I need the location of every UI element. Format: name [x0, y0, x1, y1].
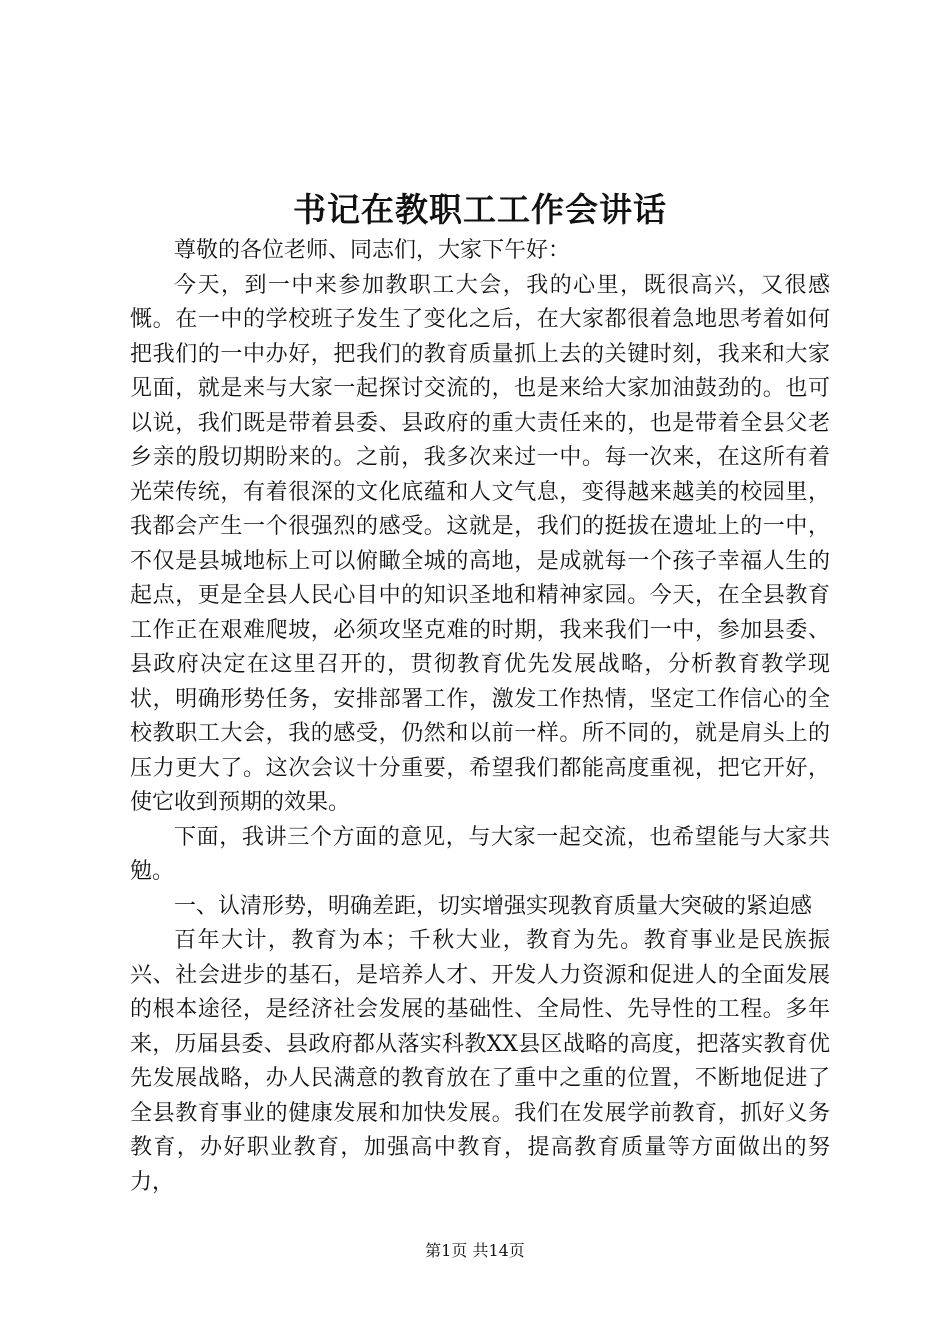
paragraph-greeting: 尊敬的各位老师、同志们，大家下午好： [174, 238, 571, 263]
paragraph-outline: 下面，我讲三个方面的意见，与大家一起交流，也希望能与大家共勉。 [130, 824, 830, 884]
document-title: 书记在教职工工作会讲话 [293, 190, 667, 229]
section-heading-1: 一、认清形势，明确差距，切实增强实现教育质量大突破的紧迫感 [174, 893, 813, 919]
paragraph-opening: 今天，到一中来参加教职工大会，我的心里，既很高兴，又很感慨。在一中的学校班子发生了变化之后，在大家都很着急地思考着如何把我们的一中办好，把我们的教育质量抓上去的关键时刻，我来和大家见面，就是来与大家一起探讨交流的，也是来给大家加油鼓劲的。也可以说，我们既是带着县委、县政府的重大责任来的，也是带着全县父老乡亲的殷切期盼来的。之前，我多次来过一中。每一次来，在这所有着光荣传统，有着很深的文化底蕴和人文气息，变得越来越美的校园里，我都会产生一个很强烈的感受。这就是，我们的挺拔在遗址上的一中，不仅是县城地标上可以俯瞰全城的高地，是成就每一个孩子幸福人生的起点，更是全县人民心目中的知识圣地和精神家园。今天，在全县教育工作正在艰难爬坡，必须攻坚克难的时期，我来我们一中，参加县委、县政府决定在这里召开的，贯彻教育优先发展战略，分析教育教学现状，明确形势任务，安排部署工作，激发工作热情，坚定工作信心的全校教职工大会，我的感受，仍然和以前一样。所不同的，就是肩头上的压力更大了。这次会议十分重要，希望我们都能高度重视，把它开好，使它收到预期的效果。 [130, 272, 830, 815]
paragraph-section-1: 百年大计，教育为本；千秋大业，教育为先。教育事业是民族振兴、社会进步的基石，是培养人才、开发人力资源和促进人的全面发展的根本途径，是经济社会发展的基础性、全局性、先导性的工程。多年来，历届县委、县政府都从落实科教XX县区战略的高度，把落实教育优先发展战略，办人民满意的教育放在了重中之重的位置，不断地促进了全县教育事业的健康发展和加快发展。我们在发展学前教育，抓好义务教育，办好职业教育，加强高中教育，提高教育质量等方面做出的努力， [130, 928, 830, 1195]
document-body [130, 234, 830, 1200]
document-page [130, 0, 830, 1200]
page-footer: 第1页 共14页 [425, 1241, 525, 1260]
